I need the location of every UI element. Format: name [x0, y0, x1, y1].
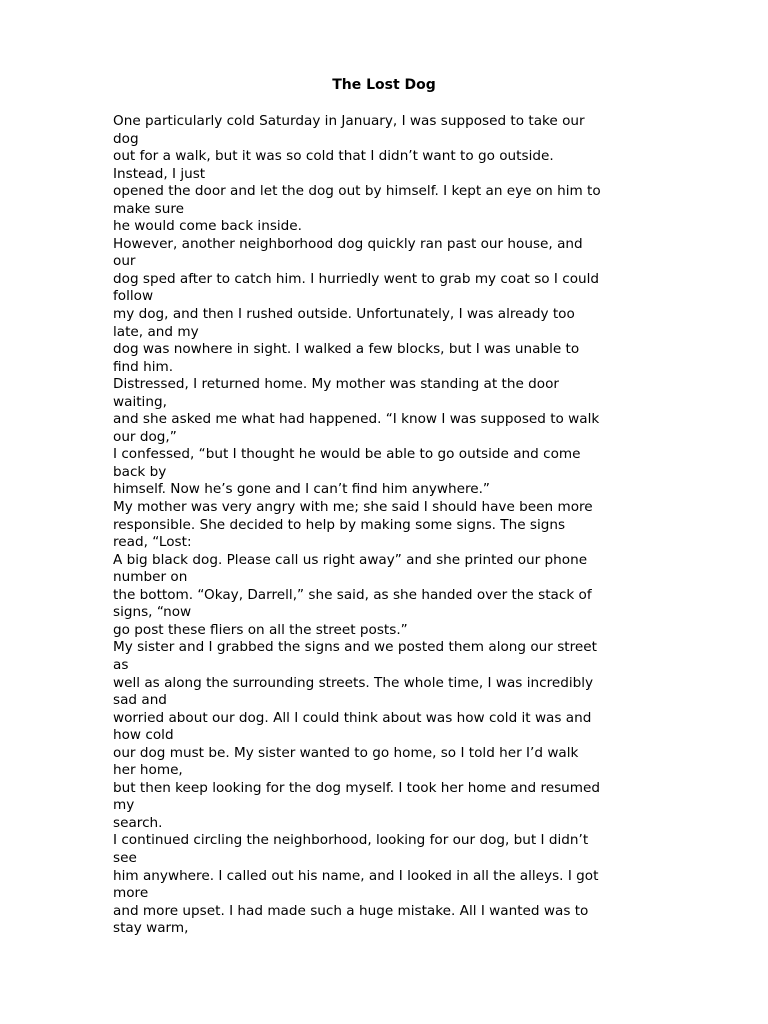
body-line: see: [113, 849, 137, 866]
body-line: back by: [113, 463, 167, 480]
body-line: more: [113, 885, 149, 902]
body-line: One particularly cold Saturday in January, I was supposed to take our: [113, 113, 585, 129]
body-line: My mother was very angry with me; she said I should have been more: [113, 499, 593, 516]
body-line: search.: [113, 814, 163, 831]
body-line: My sister and I grabbed the signs and we posted them along our street: [113, 639, 597, 656]
body-line: our: [113, 253, 136, 270]
body-line: I continued circling the neighborhood, looking for our dog, but I didn’t: [113, 832, 589, 849]
body-line: how cold: [113, 727, 174, 744]
body-line: our dog must be. My sister wanted to go home, so I told her I’d walk: [113, 744, 579, 761]
body-line: dog sped after to catch him. I hurriedly went to grab my coat so I could: [113, 270, 600, 287]
body-line: go post these fliers on all the street posts.”: [113, 621, 408, 638]
body-line: responsible. She decided to help by making some signs. The signs: [113, 516, 566, 533]
body-line: him anywhere. I called out his name, and I looked in all the alleys. I got: [113, 867, 599, 884]
body-line: her home,: [113, 762, 183, 779]
body-line: himself. Now he’s gone and I can’t find him anywhere.”: [113, 481, 490, 498]
body-line: I confessed, “but I thought he would be able to go outside and come: [113, 446, 581, 463]
body-line: as: [113, 656, 129, 673]
document-body: [113, 113, 673, 938]
body-line: signs, “now: [113, 604, 192, 621]
document-title: The Lost Dog: [332, 77, 436, 93]
body-line: but then keep looking for the dog myself. I took her home and resumed: [113, 779, 601, 796]
body-line: Instead, I just: [113, 165, 206, 182]
body-line: dog was nowhere in sight. I walked a few blocks, but I was unable to: [113, 341, 580, 358]
body-line: number on: [113, 569, 188, 586]
body-line: out for a walk, but it was so cold that I didn’t want to go outside.: [113, 148, 554, 165]
body-line: worried about our dog. All I could think about was how cold it was and: [113, 709, 592, 726]
body-line: Distressed, I returned home. My mother was standing at the door: [113, 376, 560, 393]
body-line: and more upset. I had made such a huge mistake. All I wanted was to: [113, 902, 589, 919]
body-line: our dog,”: [113, 428, 177, 445]
body-line: sad and: [113, 692, 167, 709]
body-line: waiting,: [113, 393, 167, 410]
body-line: follow: [113, 288, 154, 305]
body-line: late, and my: [113, 323, 199, 340]
body-line: my dog, and then I rushed outside. Unfortunately, I was already too: [113, 306, 575, 323]
body-line: stay warm,: [113, 920, 189, 937]
body-line: my: [113, 797, 135, 814]
body-line: make sure: [113, 200, 184, 217]
body-line: However, another neighborhood dog quickly ran past our house, and: [113, 235, 583, 252]
body-line: read, “Lost:: [113, 534, 192, 551]
body-line: opened the door and let the dog out by himself. I kept an eye on him to: [113, 183, 601, 200]
body-line: he would come back inside.: [113, 218, 302, 235]
body-line: dog: [113, 130, 139, 147]
body-line: the bottom. “Okay, Darrell,” she said, as she handed over the stack of: [113, 586, 592, 603]
body-line: A big black dog. Please call us right away” and she printed our phone: [113, 551, 588, 568]
body-line: find him.: [113, 358, 174, 375]
body-line: well as along the surrounding streets. The whole time, I was incredibly: [113, 674, 594, 691]
body-line: and she asked me what had happened. “I know I was supposed to walk: [113, 411, 600, 428]
